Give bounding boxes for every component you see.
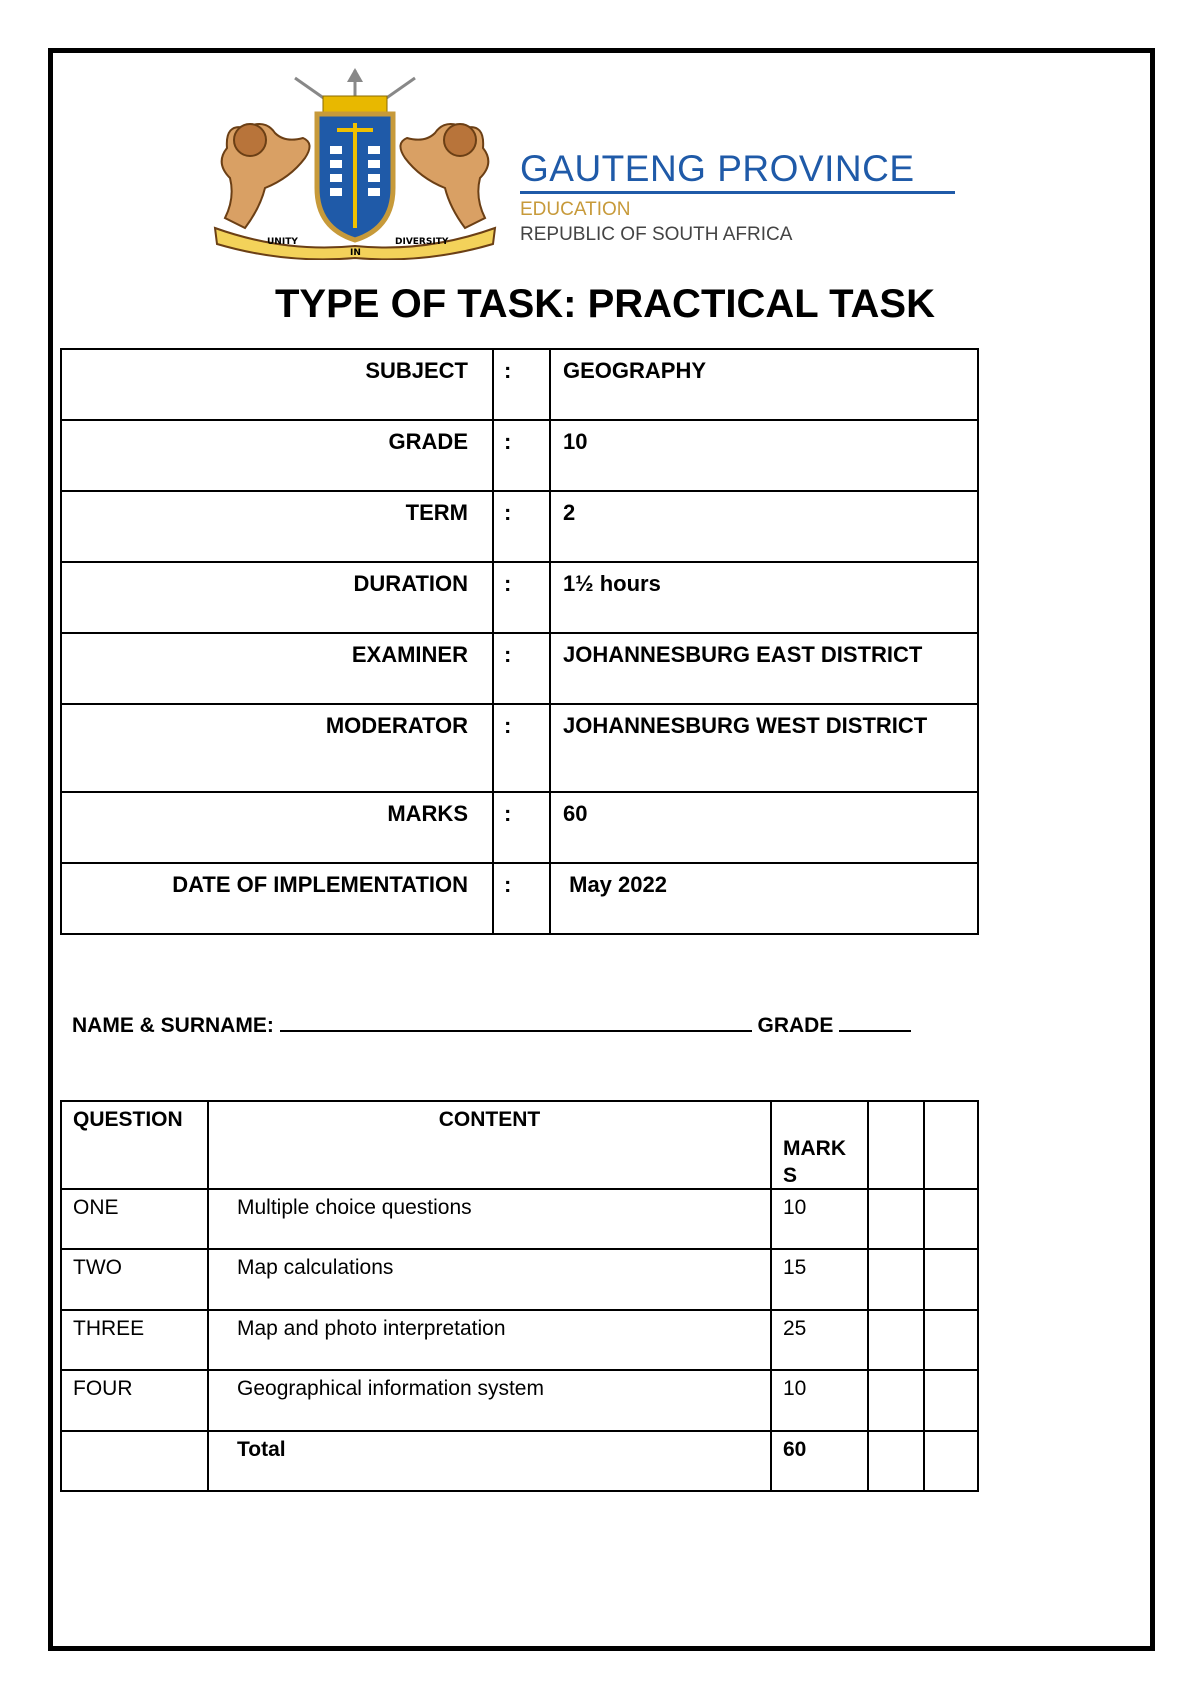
content-cell: Map and photo interpretation: [208, 1310, 771, 1370]
extra-cell: [868, 1310, 924, 1370]
info-row-grade: [61, 420, 978, 491]
province-name: GAUTENG PROVINCE: [520, 148, 915, 189]
extra-cell: [868, 1249, 924, 1310]
province-underline: [520, 191, 955, 194]
grade-label: GRADE: [757, 1014, 834, 1037]
info-label: MODERATOR: [61, 704, 493, 792]
content-cell: Map calculations: [208, 1249, 771, 1310]
motto-unity: UNITY: [267, 237, 298, 247]
info-row-date: [61, 863, 978, 934]
info-label: DATE OF IMPLEMENTATION: [61, 863, 493, 934]
content-cell: Multiple choice questions: [208, 1189, 771, 1249]
marks-cell: 25: [771, 1310, 868, 1370]
info-label: GRADE: [61, 420, 493, 491]
info-value: May 2022: [550, 863, 978, 934]
info-label: TERM: [61, 491, 493, 562]
info-colon: :: [493, 491, 550, 562]
task-info-table: [60, 348, 979, 935]
table-row: [61, 1370, 978, 1431]
content-header: CONTENT: [208, 1101, 771, 1189]
marks-header-line-2: S: [783, 1164, 798, 1187]
info-colon: :: [493, 633, 550, 704]
table-row: [61, 1189, 978, 1249]
name-surname-field[interactable]: [280, 1012, 752, 1032]
info-row-moderator: [61, 704, 978, 792]
department-name: EDUCATION: [520, 199, 631, 220]
marks-cell: 15: [771, 1249, 868, 1310]
info-value: 60: [550, 792, 978, 863]
question-cell: [61, 1431, 208, 1491]
info-label: EXAMINER: [61, 633, 493, 704]
extra-cell: [924, 1431, 978, 1491]
question-cell: FOUR: [61, 1370, 208, 1431]
extra-column-2: [924, 1101, 978, 1189]
info-value: JOHANNESBURG EAST DISTRICT: [550, 633, 978, 704]
info-label: SUBJECT: [61, 349, 493, 420]
question-cell: THREE: [61, 1310, 208, 1370]
info-value: 1½ hours: [550, 562, 978, 633]
motto-diversity: DIVERSITY: [395, 237, 449, 247]
student-details-line: [72, 1012, 911, 1038]
table-row: [61, 1310, 978, 1370]
info-row-term: [61, 491, 978, 562]
organization-block: [520, 150, 955, 244]
info-value: 2: [550, 491, 978, 562]
info-row-subject: [61, 349, 978, 420]
info-row-examiner: [61, 633, 978, 704]
question-cell: TWO: [61, 1249, 208, 1310]
info-row-duration: [61, 562, 978, 633]
table-row: [61, 1249, 978, 1310]
info-colon: :: [493, 792, 550, 863]
document-title: TYPE OF TASK: PRACTICAL TASK: [275, 282, 935, 326]
info-colon: :: [493, 562, 550, 633]
name-surname-label: NAME & SURNAME:: [72, 1014, 274, 1037]
info-label: DURATION: [61, 562, 493, 633]
info-colon: :: [493, 349, 550, 420]
info-colon: :: [493, 863, 550, 934]
total-label: Total: [208, 1431, 771, 1491]
info-value: 10: [550, 420, 978, 491]
info-label: MARKS: [61, 792, 493, 863]
extra-cell: [924, 1249, 978, 1310]
question-cell: ONE: [61, 1189, 208, 1249]
grade-field[interactable]: [839, 1012, 911, 1032]
info-colon: :: [493, 704, 550, 792]
content-cell: Geographical information system: [208, 1370, 771, 1431]
marks-header: [771, 1101, 868, 1189]
total-row: [61, 1431, 978, 1491]
extra-cell: [924, 1189, 978, 1249]
extra-cell: [868, 1189, 924, 1249]
extra-cell: [868, 1431, 924, 1491]
total-marks: 60: [771, 1431, 868, 1491]
info-value: JOHANNESBURG WEST DISTRICT: [550, 704, 978, 792]
coat-of-arms-logo: [205, 68, 505, 260]
extra-cell: [924, 1310, 978, 1370]
info-colon: :: [493, 420, 550, 491]
marks-header-row: [61, 1101, 978, 1189]
marks-breakdown-table: [60, 1100, 979, 1492]
marks-header-line-1: MARK: [783, 1137, 846, 1160]
info-row-marks: [61, 792, 978, 863]
marks-cell: 10: [771, 1370, 868, 1431]
motto-in: IN: [350, 248, 361, 258]
country-name: REPUBLIC OF SOUTH AFRICA: [520, 224, 793, 245]
extra-cell: [868, 1370, 924, 1431]
question-header: QUESTION: [61, 1101, 208, 1189]
extra-column-1: [868, 1101, 924, 1189]
info-value: GEOGRAPHY: [550, 349, 978, 420]
extra-cell: [924, 1370, 978, 1431]
marks-cell: 10: [771, 1189, 868, 1249]
